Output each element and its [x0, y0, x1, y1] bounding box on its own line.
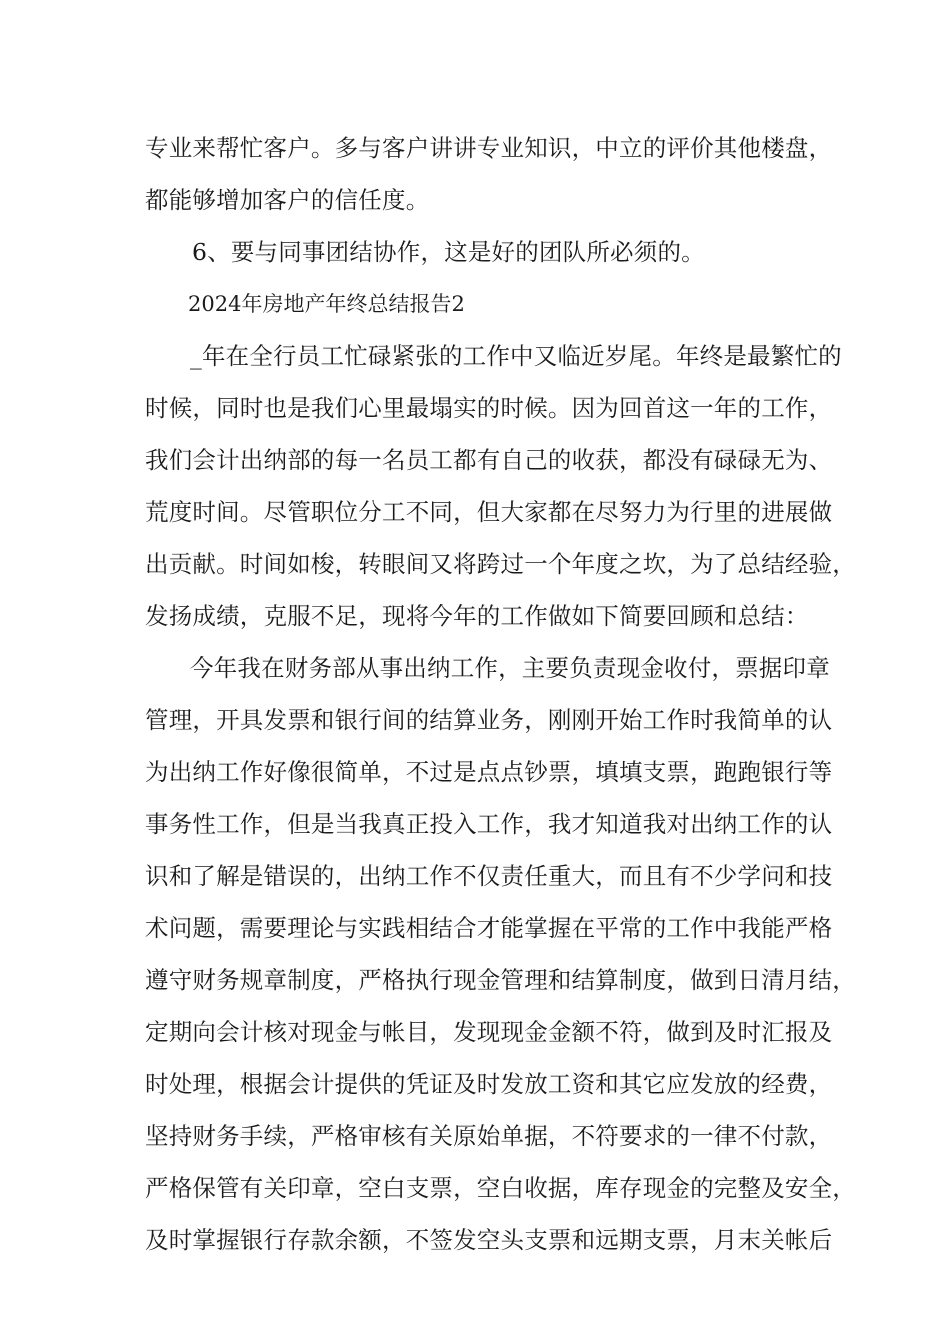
paragraph-line: 今年我在财务部从事出纳工作，主要负责现金收付，票据印章: [190, 654, 830, 682]
paragraph-line: 出贡献。时间如梭，转眼间又将跨过一个年度之坎，为了总结经验，: [145, 550, 856, 578]
paragraph-line: 坚持财务手续，严格审核有关原始单据，不符要求的一律不付款，: [145, 1122, 833, 1150]
paragraph-line: 及时掌握银行存款余额，不签发空头支票和远期支票，月末关帐后: [145, 1226, 833, 1254]
paragraph-line: 管理，开具发票和银行间的结算业务，刚刚开始工作时我简单的认: [145, 706, 833, 734]
paragraph-line: 定期向会计核对现金与帐目，发现现金金额不符，做到及时汇报及: [145, 1018, 833, 1046]
paragraph-line: 事务性工作，但是当我真正投入工作，我才知道我对出纳工作的认: [145, 810, 833, 838]
paragraph-line: 为出纳工作好像很简单，不过是点点钞票，填填支票，跑跑银行等: [145, 758, 833, 786]
paragraph-line: 发扬成绩，克服不足，现将今年的工作做如下简要回顾和总结：: [145, 602, 809, 630]
paragraph-line: 识和了解是错误的，出纳工作不仅责任重大，而且有不少学问和技: [145, 862, 833, 890]
paragraph-line: 都能够增加客户的信任度。: [145, 186, 430, 214]
paragraph-line: _年在全行员工忙碌紧张的工作中又临近岁尾。年终是最繁忙的: [190, 342, 842, 370]
paragraph-line: 时候，同时也是我们心里最塌实的时候。因为回首这一年的工作，: [145, 394, 833, 422]
paragraph-line: 时处理，根据会计提供的凭证及时发放工资和其它应发放的经费，: [145, 1070, 833, 1098]
list-item: 6、要与同事团结协作，这是好的团队所必须的。: [192, 238, 705, 266]
paragraph-line: 荒度时间。尽管职位分工不同，但大家都在尽努力为行里的进展做: [145, 498, 833, 526]
paragraph-line: 术问题，需要理论与实践相结合才能掌握在平常的工作中我能严格: [145, 914, 833, 942]
paragraph-line: 我们会计出纳部的每一名员工都有自己的收获，都没有碌碌无为、: [145, 446, 833, 474]
section-heading: 2024年房地产年终总结报告2: [188, 292, 465, 316]
paragraph-line: 严格保管有关印章，空白支票，空白收据，库存现金的完整及安全，: [145, 1174, 856, 1202]
paragraph-line: 专业来帮忙客户。多与客户讲讲专业知识，中立的评价其他楼盘，: [145, 134, 833, 162]
paragraph-line: 遵守财务规章制度，严格执行现金管理和结算制度，做到日清月结，: [145, 966, 856, 994]
